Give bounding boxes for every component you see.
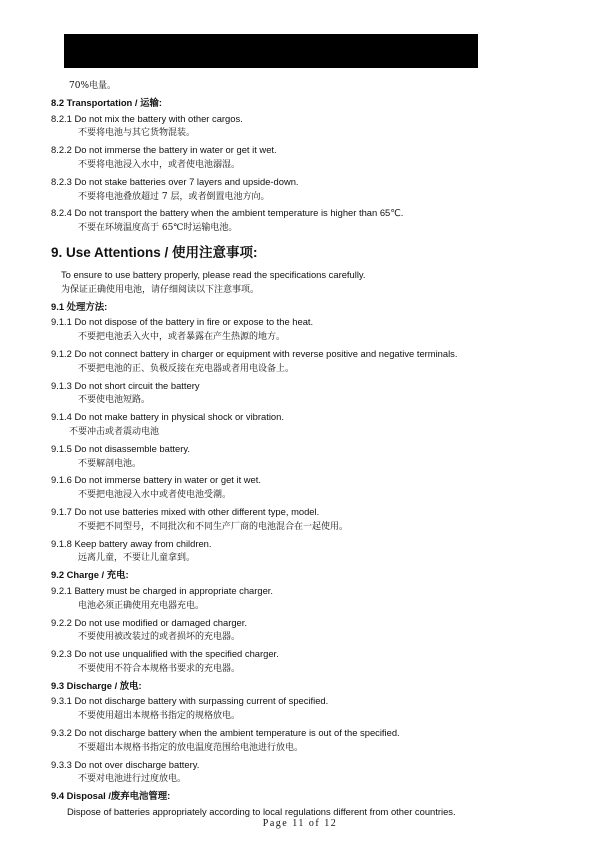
item-9-2-2-en: 9.2.2 Do not use modified or damaged charger. <box>51 616 247 628</box>
item-9-1-6-cn: 不要把电池浸入水中或者使电池受潮。 <box>78 490 232 501</box>
section-9-intro-cn: 为保证正确使用电池，请仔细阅读以下注意事项。 <box>61 284 260 295</box>
item-9-1-2-en: 9.1.2 Do not connect battery in charger or equipment with reverse positive and negative terminals. <box>51 347 458 359</box>
section-9-1-heading: 9.1 处理方法: <box>51 300 108 312</box>
section-9-intro-en: To ensure to use battery properly, please read the specifications carefully. <box>61 268 366 280</box>
item-9-3-2-cn: 不要超出本规格书指定的放电温度范围给电池进行放电。 <box>78 742 304 753</box>
item-9-1-3-cn: 不要使电池短路。 <box>78 395 151 406</box>
item-9-1-5-en: 9.1.5 Do not disassemble battery. <box>51 442 190 454</box>
item-8-2-4-en: 8.2.4 Do not transport the battery when the ambient temperature is higher than 65℃. <box>51 207 404 219</box>
document-body <box>51 79 571 820</box>
item-9-1-7-cn: 不要把不同型号，不同批次和不同生产厂商的电池混合在一起使用。 <box>78 521 349 532</box>
item-9-2-3-cn: 不要使用不符合本规格书要求的充电器。 <box>78 663 241 674</box>
section-9-3-heading: 9.3 Discharge / 放电: <box>51 679 142 691</box>
item-9-1-4-en: 9.1.4 Do not make battery in physical shock or vibration. <box>51 411 284 423</box>
item-9-2-1-cn: 电池必须正确使用充电器充电。 <box>78 600 205 611</box>
item-8-2-3-cn: 不要将电池叠放超过 7 层，或者倒置电池方向。 <box>78 191 270 202</box>
section-9-4-text: Dispose of batteries appropriately according to local regulations different from other countries. <box>67 806 456 818</box>
item-9-2-2-cn: 不要使用被改装过的或者损坏的充电器。 <box>78 632 241 643</box>
item-9-3-1-en: 9.3.1 Do not discharge battery with surpassing current of specified. <box>51 695 329 707</box>
section-9-heading: 9. Use Attentions / 使用注意事项: <box>51 244 258 260</box>
item-8-2-1-cn: 不要将电池与其它货物混装。 <box>78 128 196 139</box>
item-9-3-1-cn: 不要使用超出本规格书指定的规格放电。 <box>78 711 241 722</box>
item-9-3-3-en: 9.3.3 Do not over discharge battery. <box>51 758 200 770</box>
item-9-1-8-en: 9.1.8 Keep battery away from children. <box>51 537 212 549</box>
page-number-footer: Page 11 of 12 <box>262 818 338 829</box>
item-9-3-2-en: 9.3.2 Do not discharge battery when the ambient temperature is out of the specified. <box>51 727 400 739</box>
item-8-2-1-en: 8.2.1 Do not mix the battery with other cargos. <box>51 112 243 124</box>
item-8-2-4-cn: 不要在环境温度高于 65℃时运输电池。 <box>78 223 238 234</box>
item-9-1-5-cn: 不要解剖电池。 <box>78 458 142 469</box>
item-9-1-4-cn: 不要冲击或者震动电池 <box>69 426 160 437</box>
item-9-1-8-cn: 远离儿童，不要让儿童拿到。 <box>78 553 196 564</box>
item-9-2-3-en: 9.2.3 Do not use unqualified with the specified charger. <box>51 648 279 660</box>
item-9-1-1-en: 9.1.1 Do not dispose of the battery in fire or expose to the heat. <box>51 316 314 328</box>
continuation-text: 70%电量。 <box>69 81 117 91</box>
item-9-1-6-en: 9.1.6 Do not immerse battery in water or get it wet. <box>51 474 261 486</box>
item-9-1-3-en: 9.1.3 Do not short circuit the battery <box>51 379 200 391</box>
item-9-2-1-en: 9.2.1 Battery must be charged in appropriate charger. <box>51 584 274 596</box>
item-9-1-1-cn: 不要把电池丢入火中，或者暴露在产生热源的地方。 <box>78 332 286 343</box>
item-8-2-2-cn: 不要将电池浸入水中，或者使电池溺湿。 <box>78 159 241 170</box>
item-9-1-7-en: 9.1.7 Do not use batteries mixed with other different type, model. <box>51 505 320 517</box>
item-8-2-3-en: 8.2.3 Do not stake batteries over 7 layers and upside-down. <box>51 175 299 187</box>
section-9-2-heading: 9.2 Charge / 充电: <box>51 569 129 581</box>
section-9-4-heading: 9.4 Disposal /废弃电池管理: <box>51 790 171 802</box>
redacted-header-bar <box>64 34 478 68</box>
item-9-3-3-cn: 不要对电池进行过度放电。 <box>78 774 187 785</box>
item-8-2-2-en: 8.2.2 Do not immerse the battery in water or get it wet. <box>51 144 277 156</box>
item-9-1-2-cn: 不要把电池的正、负极反接在充电器或者用电设备上。 <box>78 363 295 374</box>
section-8-2-heading: 8.2 Transportation / 运输: <box>51 96 162 108</box>
